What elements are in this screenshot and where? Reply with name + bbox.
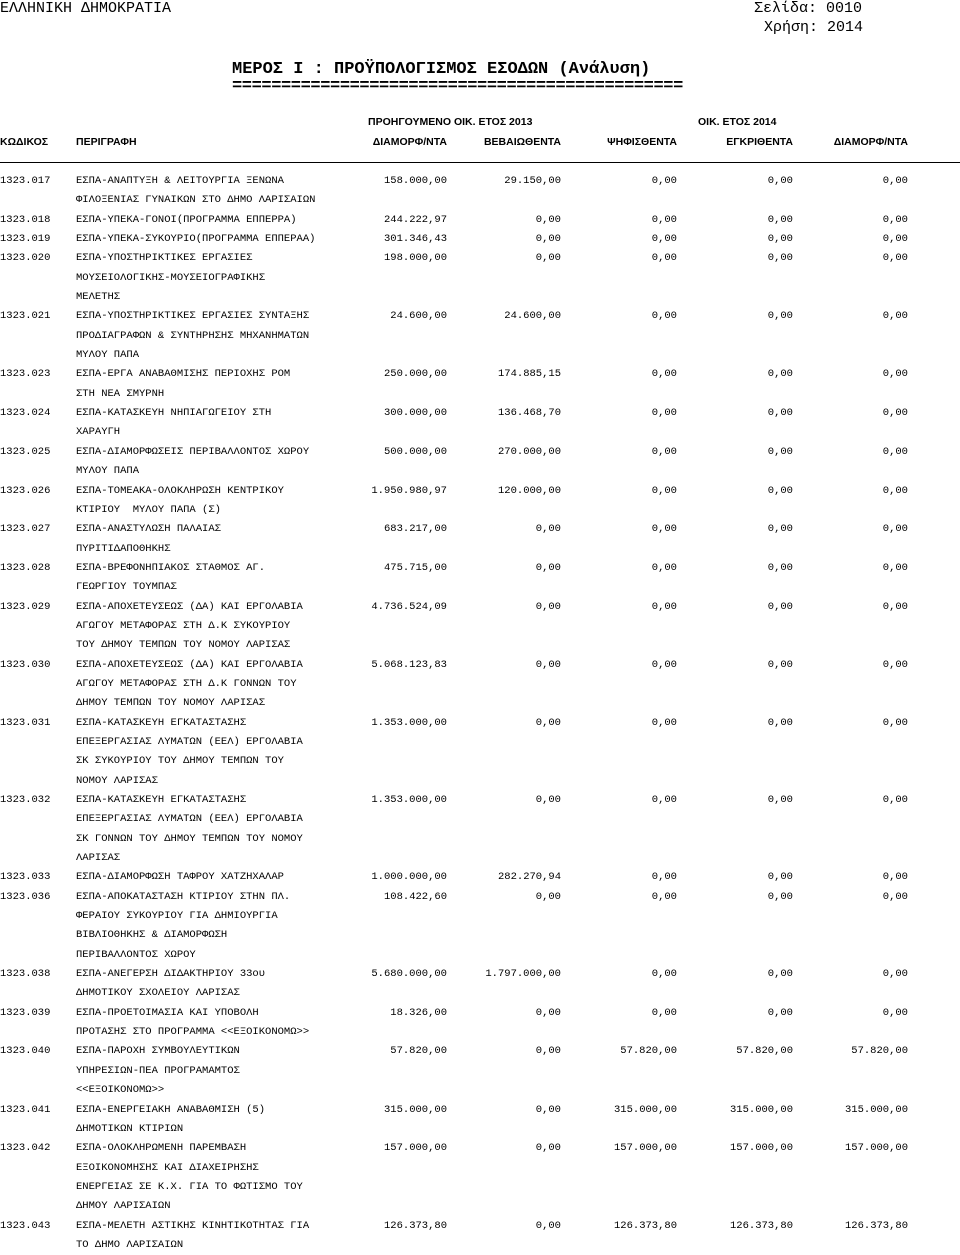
row-code: 1323.018	[0, 213, 51, 226]
table-row	[0, 1004, 960, 1043]
row-value-2: 0,00	[535, 213, 561, 226]
row-code: 1323.032	[0, 794, 51, 806]
row-value-2: 0,00	[535, 658, 561, 671]
row-value-4: 0,00	[767, 968, 793, 981]
row-value-2: 24.600,00	[504, 310, 561, 323]
row-value-4: 0,00	[767, 658, 793, 671]
row-value-2: 0,00	[535, 600, 561, 613]
row-value-1: 158.000,00	[383, 175, 447, 187]
row-value-2: 29.150,00	[504, 175, 561, 187]
row-value-4: 0,00	[767, 175, 793, 187]
row-value-3: 0,00	[651, 407, 677, 420]
row-code: 1323.027	[0, 523, 51, 536]
row-value-5: 0,00	[882, 368, 908, 381]
row-value-1: 683.217,00	[383, 523, 447, 536]
row-value-1: 300.000,00	[383, 407, 447, 420]
row-value-4: 0,00	[767, 484, 793, 497]
row-description: ΕΣΠΑ-ΚΑΤΑΣΚΕΥΗ ΕΓΚΑΤΑΣΤΑΣΗΣ ΕΠΕΞΕΡΓΑΣΙΑΣ ΛΥΜΑΤΩΝ (ΕΕΛ) ΕΡΓΟΛΑΒΙΑ ΣΚ ΓΟΝΝΩΝ ΤΟΥ ΔΗΜΟΥ ΤΕΜΠΩΝ ΤΟΥ ΝΟΜΟΥ ΛΑΡΙΣΑΣ	[76, 794, 303, 865]
row-value-2: 0,00	[535, 1142, 561, 1155]
row-value-3: 157.000,00	[613, 1142, 677, 1155]
row-description: ΕΣΠΑ-ΔΙΑΜΟΡΦΩΣΗ ΤΑΦΡΟΥ ΧΑΤΖΗΧΑΛΑΡ	[76, 871, 284, 884]
column-header-voted: ΨΗΦΙΣΘΕΝΤΑ	[607, 136, 677, 148]
table-row	[0, 888, 960, 965]
row-value-4: 0,00	[767, 1006, 793, 1019]
row-value-3: 0,00	[651, 445, 677, 458]
row-code: 1323.024	[0, 407, 51, 420]
table-row	[0, 965, 960, 1004]
row-value-3: 0,00	[651, 716, 677, 729]
row-description: ΕΣΠΑ-ΤΟΜΕΑΚΑ-ΟΛΟΚΛΗΡΩΣΗ ΚΕΝΤΡΙΚΟΥ ΚΤΙΡΙΟΥ ΜΥΛΟΥ ΠΑΠΑ (Σ)	[76, 484, 284, 516]
row-value-5: 126.373,80	[844, 1219, 908, 1232]
row-value-5: 57.820,00	[851, 1045, 908, 1058]
table-row	[0, 714, 960, 791]
row-value-5: 0,00	[882, 445, 908, 458]
row-value-2: 0,00	[535, 561, 561, 574]
row-value-1: 157.000,00	[383, 1142, 447, 1155]
row-code: 1323.030	[0, 658, 51, 671]
row-value-4: 0,00	[767, 561, 793, 574]
row-description: ΕΣΠΑ-ΚΑΤΑΣΚΕΥΗ ΝΗΠΙΑΓΩΓΕΙΟΥ ΣΤΗ ΧΑΡΑΥΓΗ	[76, 407, 272, 439]
row-value-3: 0,00	[651, 871, 677, 884]
row-description: ΕΣΠΑ-ΥΠΟΣΤΗΡΙΚΤΙΚΕΣ ΕΡΓΑΣΙΕΣ ΜΟΥΣΕΙΟΛΟΓΙΚΗΣ-ΜΟΥΣΕΙΟΓΡΑΦΙΚΗΣ ΜΕΛΕΤΗΣ	[76, 252, 266, 304]
row-description: ΕΣΠΑ-ΜΕΛΕΤΗ ΑΣΤΙΚΗΣ ΚΙΝΗΤΙΚΟΤΗΤΑΣ ΓΙΑ ΤΟ ΔΗΜΟ ΛΑΡΙΣΑΙΩΝ	[76, 1219, 310, 1251]
row-description: ΕΣΠΑ-ΕΡΓΑ ΑΝΑΒΑΘΜΙΣΗΣ ΠΕΡΙΟΧΗΣ ΡΟΜ ΣΤΗ ΝΕΑ ΣΜΥΡΝΗ	[76, 368, 291, 400]
row-value-3: 0,00	[651, 561, 677, 574]
row-code: 1323.031	[0, 716, 51, 729]
row-description: ΕΣΠΑ-ΠΡΟΕΤΟΙΜΑΣΙΑ ΚΑΙ ΥΠΟΒΟΛΗ ΠΡΟΤΑΣΗΣ ΣΤΟ ΠΡΟΓΡΑΜΜΑ <<ΕΞΟΙΚΟΝΟΜΩ>>	[76, 1006, 310, 1039]
row-value-2: 1.797.000,00	[485, 968, 561, 981]
row-code: 1323.043	[0, 1219, 51, 1232]
row-code: 1323.036	[0, 890, 51, 903]
row-code: 1323.028	[0, 561, 51, 574]
row-description: ΕΣΠΑ-ΑΠΟΧΕΤΕΥΣΕΩΣ (ΔΑ) ΚΑΙ ΕΡΓΟΛΑΒΙΑ ΑΓΩΓΟΥ ΜΕΤΑΦΟΡΑΣ ΣΤΗ Δ.Κ ΣΥΚΟΥΡΙΟΥ ΤΟΥ ΔΗΜΟΥ ΤΕΜΠΩΝ ΤΟΥ ΝΟΜΟΥ ΛΑΡΙΣΑΣ	[76, 600, 303, 652]
row-value-3: 0,00	[651, 175, 677, 187]
row-value-3: 57.820,00	[620, 1045, 677, 1058]
row-value-2: 0,00	[535, 233, 561, 246]
table-row	[0, 598, 960, 656]
row-value-1: 1.000.000,00	[371, 871, 447, 884]
row-description: ΕΣΠΑ-ΠΑΡΟΧΗ ΣΥΜΒΟΥΛΕΥΤΙΚΩΝ ΥΠΗΡΕΣΙΩΝ-ΠΕΑ ΠΡΟΓΡΑΜΑΜΤΟΣ <<ΕΞΟΙΚΟΝΟΜΩ>>	[76, 1045, 240, 1097]
column-header-prev-formed: ΔΙΑΜΟΡΦ/ΝΤΑ	[372, 136, 447, 148]
row-value-5: 315.000,00	[844, 1103, 908, 1116]
fiscal-year: Χρήση: 2014	[764, 19, 864, 36]
row-value-3: 0,00	[651, 600, 677, 613]
row-value-5: 0,00	[882, 871, 908, 884]
row-value-5: 0,00	[882, 600, 908, 613]
row-value-2: 120.000,00	[497, 484, 561, 497]
row-code: 1323.023	[0, 368, 51, 381]
row-value-1: 5.680.000,00	[371, 968, 447, 981]
column-header-code: ΚΩΔΙΚΟΣ	[0, 136, 49, 148]
row-code: 1323.021	[0, 310, 51, 323]
row-value-4: 0,00	[767, 523, 793, 536]
row-value-5: 0,00	[882, 890, 908, 903]
row-code: 1323.040	[0, 1045, 51, 1058]
row-description: ΕΣΠΑ-ΥΠΕΚΑ-ΣΥΚΟΥΡΙΟ(ΠΡΟΓΡΑΜΜΑ ΕΠΠΕΡΑΑ)	[76, 233, 316, 246]
row-description: ΕΣΠΑ-ΕΝΕΡΓΕΙΑΚΗ ΑΝΑΒΑΘΜΙΣΗ (5) ΔΗΜΟΤΙΚΩΝ ΚΤΙΡΙΩΝ	[76, 1103, 266, 1135]
row-value-4: 0,00	[767, 890, 793, 903]
row-value-5: 0,00	[882, 794, 908, 806]
row-value-2: 0,00	[535, 1219, 561, 1232]
row-code: 1323.025	[0, 445, 51, 458]
row-code: 1323.020	[0, 252, 51, 265]
row-value-2: 0,00	[535, 1006, 561, 1019]
row-value-3: 0,00	[651, 1006, 677, 1019]
title-underline: ==============================================	[232, 80, 683, 94]
row-value-1: 108.422,60	[383, 890, 447, 903]
row-value-3: 0,00	[651, 310, 677, 323]
row-value-4: 0,00	[767, 407, 793, 420]
row-value-3: 0,00	[651, 968, 677, 981]
row-value-5: 0,00	[882, 407, 908, 420]
row-value-5: 0,00	[882, 484, 908, 497]
row-value-1: 18.326,00	[390, 1006, 447, 1019]
row-value-3: 0,00	[651, 213, 677, 226]
row-value-2: 0,00	[535, 890, 561, 903]
row-code: 1323.041	[0, 1103, 51, 1116]
row-value-1: 57.820,00	[390, 1045, 447, 1058]
row-value-5: 157.000,00	[844, 1142, 908, 1155]
row-value-4: 157.000,00	[729, 1142, 793, 1155]
row-value-5: 0,00	[882, 233, 908, 246]
row-value-4: 0,00	[767, 445, 793, 458]
table-row	[0, 1217, 960, 1255]
row-value-4: 315.000,00	[729, 1103, 793, 1116]
row-value-3: 0,00	[651, 484, 677, 497]
column-header-certified: ΒΕΒΑΙΩΘΕΝΤΑ	[483, 136, 561, 148]
row-value-2: 0,00	[535, 1103, 561, 1116]
row-value-4: 0,00	[767, 368, 793, 381]
row-description: ΕΣΠΑ-ΒΡΕΦΟΝΗΠΙΑΚΟΣ ΣΤΑΘΜΟΣ ΑΓ. ΓΕΩΡΓΙΟΥ ΤΟΥΜΠΑΣ	[76, 561, 266, 594]
row-value-5: 0,00	[882, 175, 908, 187]
column-header-approved: ΕΓΚΡΙΘΕΝΤΑ	[726, 136, 793, 148]
row-value-4: 0,00	[767, 252, 793, 265]
row-value-4: 0,00	[767, 213, 793, 226]
header-divider	[0, 162, 960, 163]
row-value-5: 0,00	[882, 968, 908, 981]
row-value-2: 136.468,70	[497, 407, 561, 420]
row-value-2: 0,00	[535, 523, 561, 536]
row-value-5: 0,00	[882, 310, 908, 323]
row-value-1: 4.736.524,09	[371, 600, 447, 613]
table-row	[0, 868, 960, 887]
row-value-3: 0,00	[651, 523, 677, 536]
budget-table-body	[0, 172, 960, 1255]
row-value-1: 126.373,80	[383, 1219, 447, 1232]
row-description: ΕΣΠΑ-ΥΠΕΚΑ-ΓΟΝΟΙ(ΠΡΟΓΡΑΜΜΑ ΕΠΠΕΡΡΑ)	[76, 213, 297, 226]
column-group-previous-year: ΠΡΟΗΓΟΥΜΕΝΟ ΟΙΚ. ΕΤΟΣ 2013	[368, 116, 533, 128]
row-value-4: 0,00	[767, 794, 793, 806]
row-value-5: 0,00	[882, 716, 908, 729]
table-row	[0, 1139, 960, 1216]
table-row	[0, 249, 960, 307]
row-value-3: 0,00	[651, 658, 677, 671]
table-row	[0, 482, 960, 521]
row-code: 1323.033	[0, 871, 51, 884]
row-code: 1323.029	[0, 600, 51, 613]
table-row	[0, 211, 960, 230]
row-value-2: 0,00	[535, 716, 561, 729]
row-value-1: 1.950.980,97	[371, 484, 447, 497]
row-value-2: 0,00	[535, 794, 561, 806]
row-value-1: 475.715,00	[383, 561, 447, 574]
row-value-4: 0,00	[767, 233, 793, 246]
column-header-formed: ΔΙΑΜΟΡΦ/ΝΤΑ	[833, 136, 908, 148]
organization-name: ΕΛΛΗΝΙΚΗ ΔΗΜΟΚΡΑΤΙΑ	[0, 0, 172, 17]
row-description: ΕΣΠΑ-ΑΝΑΣΤΥΛΩΣΗ ΠΑΛΑΙΑΣ ΠΥΡΙΤΙΔΑΠΟΘΗΚΗΣ	[76, 523, 221, 555]
row-description: ΕΣΠΑ-ΥΠΟΣΤΗΡΙΚΤΙΚΕΣ ΕΡΓΑΣΙΕΣ ΣΥΝΤΑΞΗΣ ΠΡΟΔΙΑΓΡΑΦΩΝ & ΣΥΝΤΗΡΗΣΗΣ ΜΗΧΑΝΗΜΑΤΩΝ ΜΥΛΟΥ ΠΑΠΑ	[76, 310, 310, 362]
row-code: 1323.042	[0, 1142, 51, 1155]
row-value-5: 0,00	[882, 1006, 908, 1019]
row-code: 1323.017	[0, 175, 51, 187]
row-value-3: 0,00	[651, 233, 677, 246]
table-row	[0, 791, 960, 868]
row-code: 1323.038	[0, 968, 51, 981]
row-description: ΕΣΠΑ-ΚΑΤΑΣΚΕΥΗ ΕΓΚΑΤΑΣΤΑΣΗΣ ΕΠΕΞΕΡΓΑΣΙΑΣ ΛΥΜΑΤΩΝ (ΕΕΛ) ΕΡΓΟΛΑΒΙΑ ΣΚ ΣΥΚΟΥΡΙΟΥ ΤΟΥ ΔΗΜΟΥ ΤΕΜΠΩΝ ΤΟΥ ΝΟΜΟΥ ΛΑΡΙΣΑΣ	[76, 716, 303, 787]
row-value-4: 0,00	[767, 871, 793, 884]
row-value-5: 0,00	[882, 213, 908, 226]
row-value-1: 244.222,97	[383, 213, 447, 226]
row-value-2: 0,00	[535, 1045, 561, 1058]
row-value-3: 315.000,00	[613, 1103, 677, 1116]
row-value-4: 126.373,80	[729, 1219, 793, 1232]
table-row	[0, 520, 960, 559]
row-value-2: 270.000,00	[497, 445, 561, 458]
row-value-1: 1.353.000,00	[371, 794, 447, 806]
table-row	[0, 230, 960, 249]
row-value-5: 0,00	[882, 523, 908, 536]
row-value-1: 315.000,00	[383, 1103, 447, 1116]
row-value-5: 0,00	[882, 252, 908, 265]
row-value-2: 174.885,15	[497, 368, 561, 381]
table-row	[0, 1101, 960, 1140]
row-code: 1323.019	[0, 233, 51, 246]
table-row	[0, 1042, 960, 1100]
column-group-current-year: ΟΙΚ. ΕΤΟΣ 2014	[698, 116, 777, 128]
row-value-3: 126.373,80	[613, 1219, 677, 1232]
table-row	[0, 307, 960, 365]
row-value-4: 0,00	[767, 716, 793, 729]
row-code: 1323.039	[0, 1006, 51, 1019]
table-row	[0, 172, 960, 211]
row-value-1: 198.000,00	[383, 252, 447, 265]
row-value-3: 0,00	[651, 252, 677, 265]
row-value-3: 0,00	[651, 890, 677, 903]
table-row	[0, 365, 960, 404]
column-header-description: ΠΕΡΙΓΡΑΦΗ	[76, 136, 137, 148]
row-description: ΕΣΠΑ-ΑΝΑΠΤΥΞΗ & ΛΕΙΤΟΥΡΓΙΑ ΞΕΝΩΝΑ ΦΙΛΟΞΕΝΙΑΣ ΓΥΝΑΙΚΩΝ ΣΤΟ ΔΗΜΟ ΛΑΡΙΣΑΙΩΝ	[76, 175, 316, 207]
row-value-1: 24.600,00	[390, 310, 447, 323]
row-value-1: 500.000,00	[383, 445, 447, 458]
row-code: 1323.026	[0, 484, 51, 497]
row-value-1: 250.000,00	[383, 368, 447, 381]
row-description: ΕΣΠΑ-ΑΝΕΓΕΡΣΗ ΔΙΔΑΚΤΗΡΙΟΥ 33ου ΔΗΜΟΤΙΚΟΥ ΣΧΟΛΕΙΟΥ ΛΑΡΙΣΑΣ	[76, 968, 266, 1000]
row-value-4: 57.820,00	[736, 1045, 793, 1058]
row-value-1: 5.068.123,83	[371, 658, 447, 671]
row-description: ΕΣΠΑ-ΟΛΟΚΛΗΡΩΜΕΝΗ ΠΑΡΕΜΒΑΣΗ ΕΞΟΙΚΟΝΟΜΗΣΗΣ ΚΑΙ ΔΙΑΧΕΙΡΗΣΗΣ ΕΝΕΡΓΕΙΑΣ ΣΕ Κ.Χ. ΓΙΑ ΤΟ ΦΩΤΙΣΜΟ ΤΟΥ ΔΗΜΟΥ ΛΑΡΙΣΑΙΩΝ	[76, 1142, 303, 1213]
row-value-4: 0,00	[767, 600, 793, 613]
page-number: Σελίδα: 0010	[754, 0, 863, 17]
row-value-1: 1.353.000,00	[371, 716, 447, 729]
row-value-5: 0,00	[882, 561, 908, 574]
row-value-5: 0,00	[882, 658, 908, 671]
table-row	[0, 443, 960, 482]
row-value-1: 301.346,43	[383, 233, 447, 246]
row-value-3: 0,00	[651, 368, 677, 381]
row-description: ΕΣΠΑ-ΑΠΟΚΑΤΑΣΤΑΣΗ ΚΤΙΡΙΟΥ ΣΤΗΝ ΠΛ. ΦΕΡΑΙΟΥ ΣΥΚΟΥΡΙΟΥ ΓΙΑ ΔΗΜΙΟΥΡΓΙΑ ΒΙΒΛΙΟΘΗΚΗΣ & ΔΙΑΜΟΡΦΩΣΗ ΠΕΡΙΒΑΛΛΟΝΤΟΣ ΧΩΡΟΥ	[76, 890, 291, 961]
table-row	[0, 656, 960, 714]
row-value-2: 282.270,94	[497, 871, 561, 884]
row-value-3: 0,00	[651, 794, 677, 806]
page-title: ΜΕΡΟΣ Ι : ΠΡΟΫΠΟΛΟΓΙΣΜΟΣ ΕΣΟΔΩΝ (Ανάλυση)	[232, 60, 651, 79]
row-value-4: 0,00	[767, 310, 793, 323]
table-row	[0, 404, 960, 443]
row-description: ΕΣΠΑ-ΔΙΑΜΟΡΦΩΣΕΙΣ ΠΕΡΙΒΑΛΛΟΝΤΟΣ ΧΩΡΟΥ ΜΥΛΟΥ ΠΑΠΑ	[76, 445, 310, 478]
table-row	[0, 559, 960, 598]
row-value-2: 0,00	[535, 252, 561, 265]
row-description: ΕΣΠΑ-ΑΠΟΧΕΤΕΥΣΕΩΣ (ΔΑ) ΚΑΙ ΕΡΓΟΛΑΒΙΑ ΑΓΩΓΟΥ ΜΕΤΑΦΟΡΑΣ ΣΤΗ Δ.Κ ΓΟΝΝΩΝ ΤΟΥ ΔΗΜΟΥ ΤΕΜΠΩΝ ΤΟΥ ΝΟΜΟΥ ΛΑΡΙΣΑΣ	[76, 658, 303, 710]
